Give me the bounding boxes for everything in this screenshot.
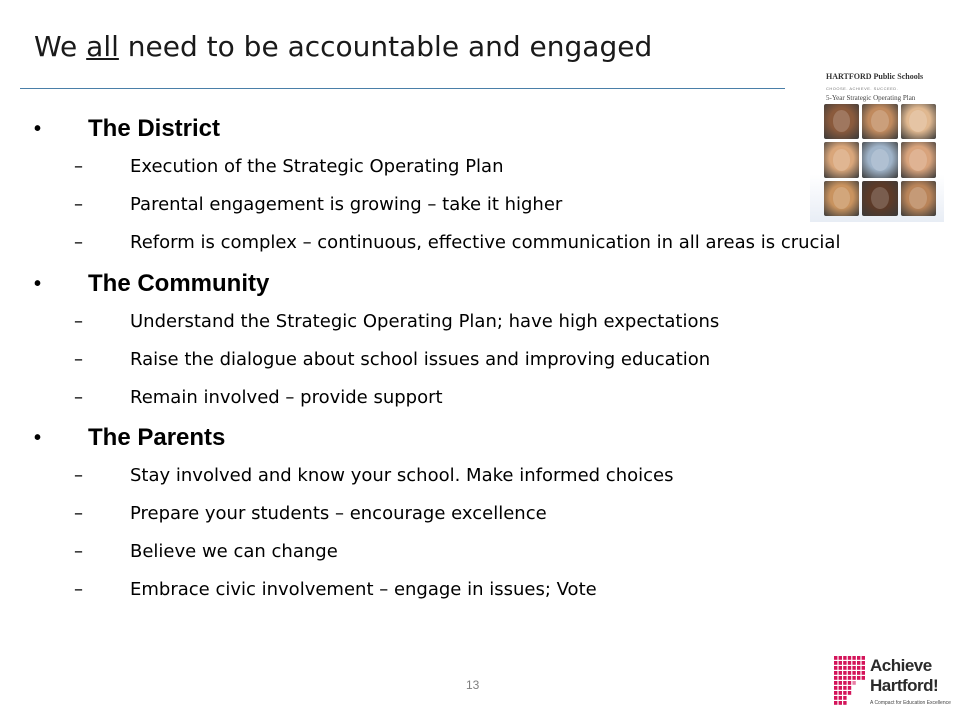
logo-dot [848,681,851,685]
logo-dot [834,681,837,685]
logo-dot [862,666,865,670]
section-parents [0,419,900,609]
student-photo [901,181,936,216]
dash-icon: – [74,311,83,332]
list-item [0,457,900,495]
title-after: need to be accountable and engaged [118,30,653,63]
bullet-list [0,110,900,609]
logo-dot [839,681,842,685]
logo-dot [848,671,851,675]
section-heading [0,419,900,457]
logo-dot [834,686,837,690]
list-item-text: Prepare your students – encourage excellence [130,503,547,524]
logo-dot [862,661,865,665]
bullet-icon: • [34,118,42,140]
title-underline-rule [20,88,785,89]
logo-dot [843,661,846,665]
logo-dot [857,676,860,680]
list-item-text: Parental engagement is growing – take it higher [130,194,563,215]
section-heading-text: The District [88,115,221,142]
dash-icon: – [74,465,83,486]
logo-dot [857,661,860,665]
dash-icon: – [74,232,83,253]
student-photo [824,181,859,216]
student-photo [824,142,859,177]
cover-plan-title: 5-Year Strategic Operating Plan [826,94,916,102]
dash-icon: – [74,387,83,408]
logo-dot [839,686,842,690]
logo-dot [862,656,865,660]
achieve-hartford-logo [834,654,951,710]
logo-dot [857,666,860,670]
logo-dot [862,676,865,680]
dash-icon: – [74,579,83,600]
logo-dot [834,701,837,705]
student-photo-grid [824,104,936,216]
logo-dot [848,676,851,680]
student-photo [862,104,897,139]
list-item-text: Remain involved – provide support [130,387,443,408]
list-item [0,186,900,224]
logo-dot [862,671,865,675]
list-item [0,148,900,186]
student-photo [862,181,897,216]
logo-dot [834,666,837,670]
logo-dot [843,701,846,705]
logo-dot [843,671,846,675]
logo-dot [852,671,855,675]
logo-word-hartford: Hartford! [870,676,939,695]
title-emphasis: all [86,30,119,63]
logo-dot [839,656,842,660]
section-heading-text: The Community [88,270,270,297]
logo-dot [852,676,855,680]
list-item [0,571,900,609]
list-item [0,495,900,533]
student-photo [901,104,936,139]
student-photo [824,104,859,139]
bullet-icon: • [34,273,42,295]
list-item [0,379,900,417]
logo-dot [839,676,842,680]
logo-dot [843,686,846,690]
list-item-text: Reform is complex – continuous, effective communication in all areas is crucial [130,232,841,253]
logo-dot [834,656,837,660]
list-item-text: Execution of the Strategic Operating Plan [130,156,504,177]
logo-dot [834,671,837,675]
logo-dot [843,691,846,695]
list-item [0,341,900,379]
section-heading [0,110,900,148]
logo-dot [839,661,842,665]
logo-dot [843,681,846,685]
logo-dot [857,671,860,675]
list-item-text: Embrace civic involvement – engage in issues; Vote [130,579,597,600]
section-heading-text: The Parents [88,424,226,451]
logo-dot [857,656,860,660]
logo-dot [843,676,846,680]
logo-dot [834,691,837,695]
list-item [0,224,900,263]
dash-icon: – [74,156,83,177]
list-item [0,303,900,341]
logo-dot [839,701,842,705]
strategic-plan-cover-image [810,64,944,222]
section-community [0,265,900,417]
student-photo [901,142,936,177]
bullet-icon: • [34,427,42,449]
logo-dot [843,666,846,670]
logo-dot [843,696,846,700]
page-number: 13 [466,678,480,692]
section-heading [0,265,900,303]
logo-dot [834,676,837,680]
dash-icon: – [74,541,83,562]
logo-dot [848,666,851,670]
logo-dot [839,671,842,675]
student-photo [862,142,897,177]
logo-dot [834,661,837,665]
dash-icon: – [74,349,83,370]
cover-header: HARTFORD Public Schools [826,72,924,81]
list-item-text: Stay involved and know your school. Make informed choices [130,465,674,486]
logo-dot [852,681,855,685]
logo-dot [839,691,842,695]
logo-dot [848,661,851,665]
section-district [0,110,900,263]
logo-tagline: A Compact for Education Excellence [870,700,951,706]
list-item [0,533,900,571]
dash-icon: – [74,194,83,215]
list-item-text: Believe we can change [130,541,338,562]
title-before: We [34,30,87,63]
logo-dot [852,661,855,665]
list-item-text: Understand the Strategic Operating Plan; have high expectations [130,311,720,332]
logo-dot [848,686,851,690]
logo-mark-icon [834,656,868,708]
slide-title [34,30,652,63]
logo-dot [839,696,842,700]
cover-subheader: CHOOSE. ACHIEVE. SUCCEED. [826,86,899,91]
logo-dot [839,666,842,670]
logo-dot [843,656,846,660]
logo-dot [852,666,855,670]
logo-dot [834,696,837,700]
list-item-text: Raise the dialogue about school issues and improving education [130,349,711,370]
dash-icon: – [74,503,83,524]
logo-dot [852,656,855,660]
logo-dot [848,656,851,660]
logo-dot [848,691,851,695]
logo-word-achieve: Achieve [870,656,932,675]
